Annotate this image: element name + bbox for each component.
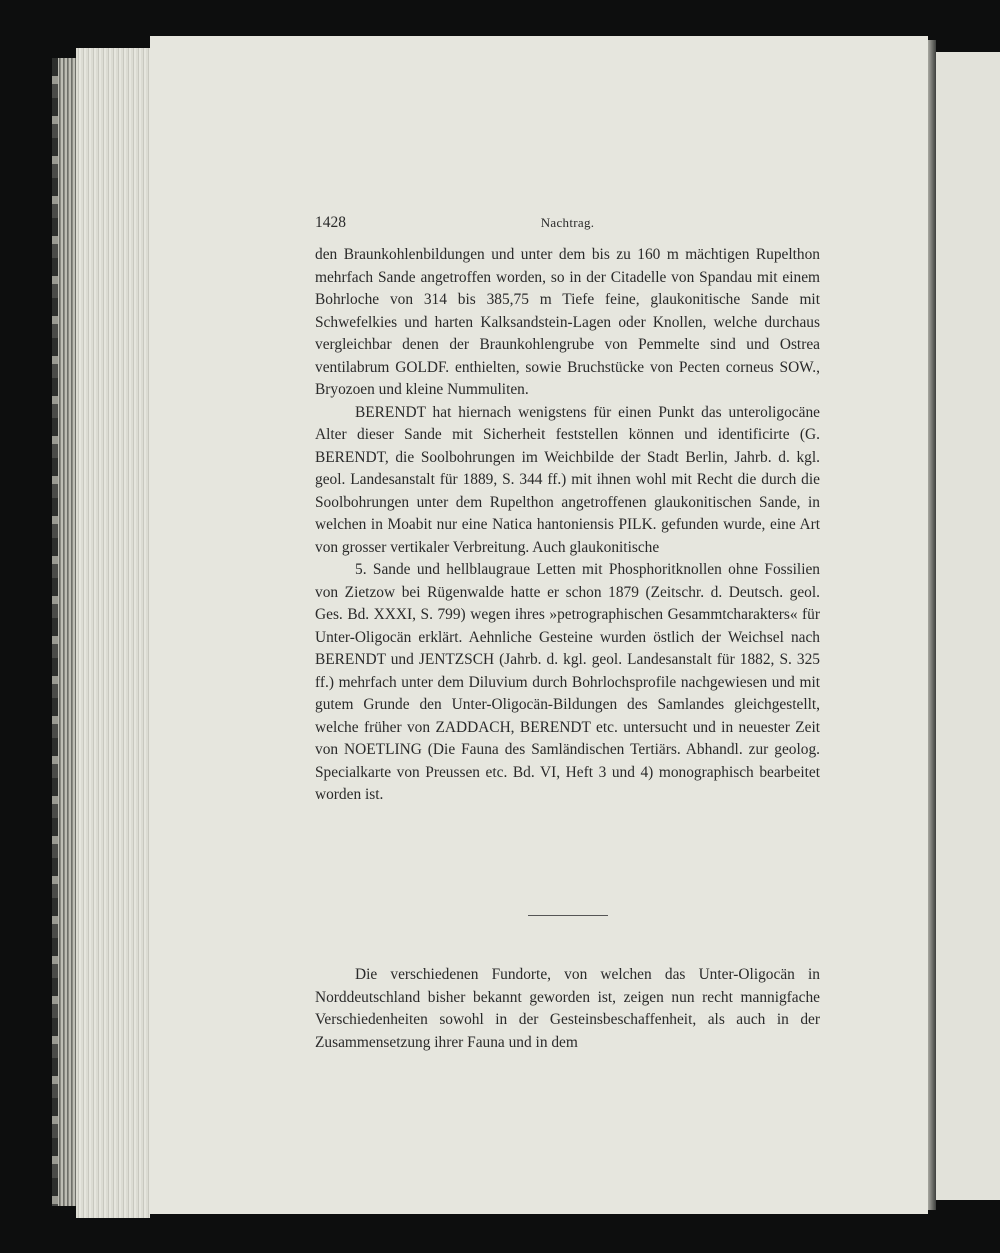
paragraph-4: Die verschiedenen Fundorte, von welchen das Unter-Oligocän in Norddeutschland bisher bekannt geworden ist, zeigen nun recht mannigfache Verschiedenheiten sowohl in der Gesteinsbeschaffenheit, als auch in der Zusammensetzung ihrer Fauna und in dem (315, 966, 820, 1051)
page-header (315, 212, 820, 234)
section-divider (528, 915, 608, 916)
book-spine-edge (52, 58, 76, 1206)
paragraph-1: den Braunkohlenbildungen und unter dem bis zu 160 m mächtigen Rupelthon mehrfach Sande angetroffen worden, so in der Citadelle von Spandau mit einem Bohrloche von 314 bis 385,75 m Tiefe feine, glaukonitische Sande mit Schwefelkies und harten Kalksandstein-Lagen oder Knollen, welche durchaus vergleichbar denen der Braunkohlengrube von Pemmelte sind und Ostrea ventilabrum GOLDF. enthielten, sowie Bruchstücke von Pecten corneus SOW., Bryozoen und kleine Nummuliten. (315, 246, 820, 398)
facing-page-edge (936, 52, 1000, 1200)
page-stack-edge (76, 48, 150, 1218)
section-text (315, 964, 820, 1054)
paragraph-2: BERENDT hat hiernach wenigstens für einen Punkt das unteroligocäne Alter dieser Sande mit Sicherheit feststellen können und identificirte (G. BERENDT, die Soolbohrungen im Weichbilde der Stadt Berlin, Jahrb. d. kgl. geol. Landesanstalt für 1889, S. 344 ff.) mit ihnen wohl mit Recht die durch die Soolbohrungen unter dem Rupelthon angetroffenen glaukonitischen Sande, in welchen in Moabit nur eine Natica hantoniensis PILK. gefunden wurde, eine Art von grosser vertikaler Verbreitung. Auch glaukonitische (315, 403, 820, 556)
page-number: 1428 (315, 214, 346, 231)
main-text (315, 244, 820, 807)
paragraph-3: 5. Sande und hellblaugraue Letten mit Phosphoritknollen ohne Fossilien von Zietzow bei Rügenwalde hatte er schon 1879 (Zeitschr. d. Deutsch. geol. Ges. Bd. XXXI, S. 799) wegen ihres »petrographischen Gesammtcharakters« für Unter-Oligocän erklärt. Aehnliche Gesteine wurden östlich der Weichsel nach BERENDT und JENTZSCH (Jahrb. d. kgl. geol. Landesanstalt für 1882, S. 325 ff.) mehrfach unter dem Diluvium durch Bohrlochsprofile nachgewiesen und mit gutem Grunde den Unter-Oligocän-Bildungen des Samlandes gleichgestellt, welche früher von ZADDACH, BERENDT etc. untersucht und in neuester Zeit von NOETLING (Die Fauna des Samländischen Tertiärs. Abhandl. zur geolog. Specialkarte von Preussen etc. Bd. VI, Heft 3 und 4) monographisch bearbeitet worden ist. (315, 561, 820, 803)
running-head: Nachtrag. (540, 215, 595, 230)
book-gutter (928, 40, 936, 1210)
